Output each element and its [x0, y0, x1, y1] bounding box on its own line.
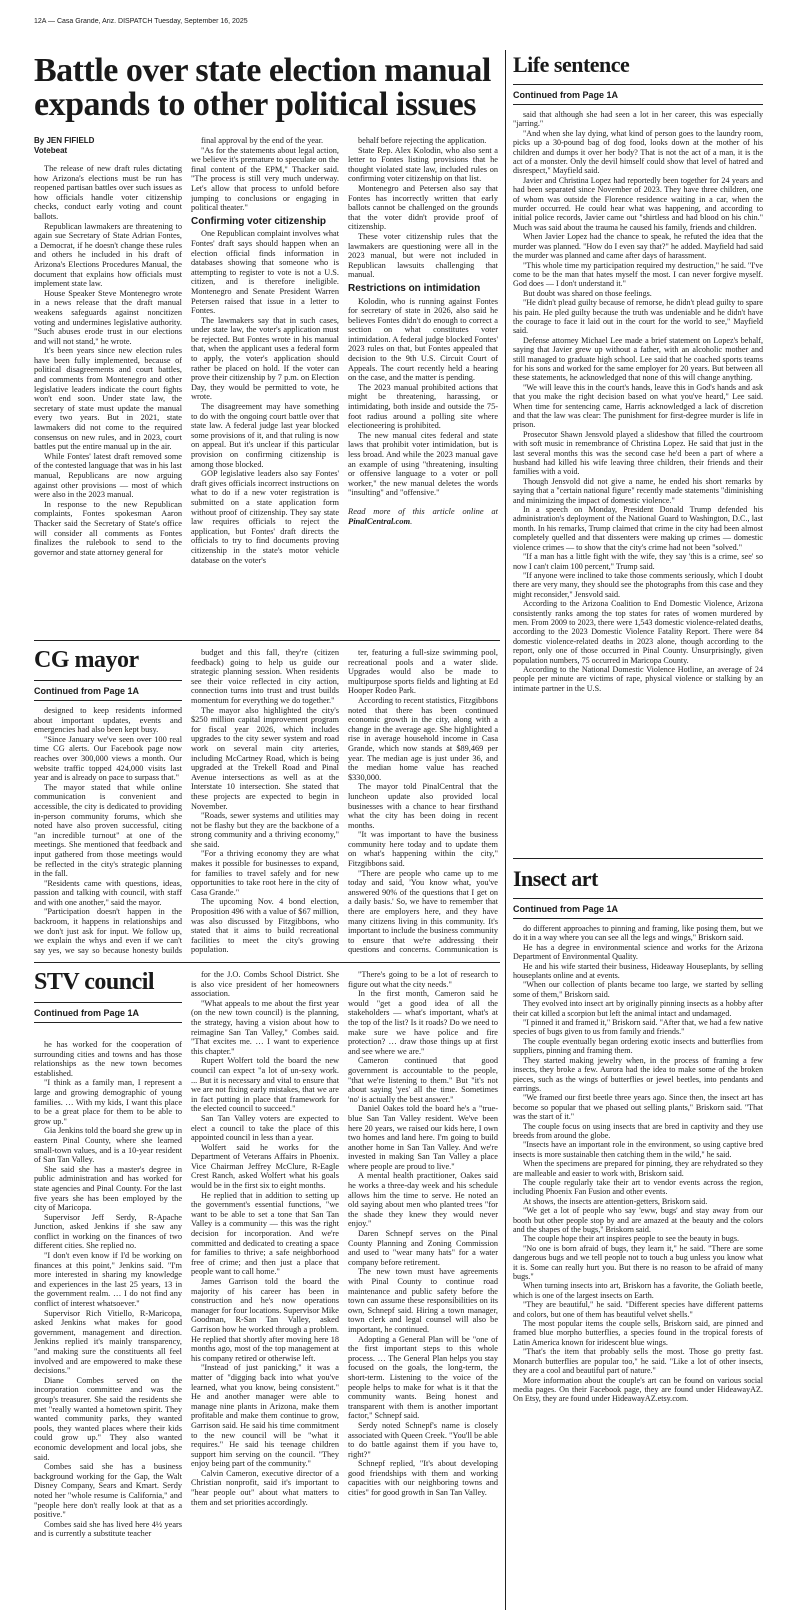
divider: [513, 104, 763, 105]
main-col-3: [348, 136, 498, 636]
paragraph: Montenegro and Petersen also say that Fontes has incorrectly written that early ballots cannot be challenged on the grounds that the voter didn't provide proof of citizenship.: [348, 183, 498, 232]
paragraph: Defense attorney Michael Lee made a brief statement on Lopez's behalf, saying that Javier grew up without a father, with an alcoholic mother and still managed to graduate high school. Lee said that he coached sports teams for his sons and worked for the same employer for 20 years. But between all these statements, he acknowledged that none of this will change anything.: [513, 335, 763, 383]
paragraph: According to recent statistics, Fitzgibbons noted that there has been continued economic growth in the city, along with a change in the average age. She highlighted a rise in average household income in Casa Grande, which now stands at $89,469 per year. The median age is just under 36, and the median home value has reached $330,000.: [348, 695, 498, 782]
paragraph: "As for the statements about legal action, we believe it's premature to speculate on the final content of the EPM," Thacker said. "The process is still very much underway. Let's allow that process to unfold before jumping to conclusions or engaging in political theater.": [191, 145, 339, 213]
paragraph: "What appeals to me about the first year (on the new town council) is the planning, the strategy, having a vision about how to reimagine San Tan Valley," Combes said. "That excites me. … I want to experience this chapter.": [191, 998, 339, 1056]
paragraph: When the specimens are prepared for pinning, they are rehydrated so they are malleable and easier to work with, Briskorn said.: [513, 1159, 763, 1178]
life-sentence-body: [513, 110, 763, 850]
stv-council-kicker: Continued from Page 1A: [34, 1008, 140, 1018]
paragraph: The new town must have agreements with Pinal County to continue road maintenance and public safety before the town can assume these responsibilities on its own, Schnepf said. Hiring a town manager, town clerk and legal counsel will also be important, he continued.: [348, 1267, 498, 1334]
paragraph: A mental health practitioner, Oakes said he works a three-day week and his schedule allows him the time to serve. He noted an old saying about men who planted trees "for the shade they knew they would never enjoy.": [348, 1171, 498, 1229]
paragraph: budget and this fall, they're (citizen feedback) going to help us guide our strategic planning session. When residents see their voice reflected in city action, connection turns into trust and trust builds momentum for everything we do together.": [191, 648, 339, 705]
paragraph: It's been years since new election rules have been fully implemented, because of political disagreements and court battles, and comments from Montenegro and other legislative leaders indicate the court fights won't end soon. Under state law, the secretary of state must update the manual every two years. But in 2021, state lawmakers did not come to the required consensus on new rules, and in 2023, court battles put the entire manual up in the air.: [34, 346, 182, 452]
paragraph: "This whole time my participation required my destruction," he said. "I've come to be the man that hates myself the most. I can never forgive myself. God does — I don't understand it.": [513, 260, 763, 289]
main-headline: Battle over state election manual expands to other political issues: [34, 54, 491, 122]
paragraph: "I think as a family man, I represent a large and growing demographic of young families. … With my kids, I want this place to be a great place for them to be able to grow up.": [34, 1078, 182, 1126]
paragraph: State Rep. Alex Kolodin, who also sent a letter to Fontes listing provisions that he thought violated state law, included rules on confirming voter citizenship on that list.: [348, 145, 498, 184]
paragraph: But doubt was shared on those feelings.: [523, 288, 652, 298]
divider: [34, 680, 182, 681]
paragraph: When Javier Lopez had the chance to speak, he refuted the idea that the murder was planned. "How do I even say that?" he added. Mayfield had said the murder was planned and came after days of harassment.: [513, 232, 763, 261]
paragraph: James Garrison told the board the majority of his career has been in construction and he's now operations manager for four locations. Supervisor Mike Goodman, R-San Tan Valley, asked Garrison how he worked through a problem. He replied that shortly after moving here 18 months ago, most of the top management at his company retired or otherwise left.: [191, 1277, 339, 1363]
paragraph: House Speaker Steve Montenegro wrote in a news release that the draft manual weakens safeguards against noncitizen voting and undermines legislative authority. "Such abuses erode trust in our elections and will not stand," he wrote.: [34, 288, 182, 346]
paragraph: "Roads, sewer systems and utilities may not be flashy but they are the backbone of a strong community and a thriving economy," she said.: [191, 811, 339, 849]
subhead-voter-citizenship: Confirming voter citizenship: [191, 215, 327, 227]
cg-mayor-headline: CG mayor: [34, 648, 139, 672]
divider: [513, 858, 763, 859]
paragraph: The release of new draft rules dictating how Arizona's elections must be run has reopened partisan battles over such issues as how officials handle voter citizenship checks, conduct early voting and count ballots.: [34, 164, 182, 221]
paragraph: While Fontes' latest draft removed some of the contested language that was in his last manual, Republicans are now arguing against other provisions — most of which were also in the 2023 manual.: [34, 451, 182, 500]
life-sentence-kicker: Continued from Page 1A: [513, 90, 619, 100]
paragraph: More information about the couple's art can be found on various social media pages. On their Facebook page, they are found under HideawayAZ. On Etsy, they are found under HideawayAZ.etsy.com.: [513, 1375, 763, 1404]
paragraph: said that although she had seen a lot in her career, this was especially "jarring.": [513, 110, 763, 129]
paragraph: Supervisor Jeff Serdy, R-Apache Junction, asked Jenkins if she saw any conflict in working on the finances of two different cities. She replied no.: [34, 1212, 182, 1251]
paragraph: "For a thriving economy they are what makes it possible for businesses to expand, for families to travel safely and for new opportunities to take root here in the city of Casa Grande.": [191, 849, 339, 897]
paragraph: GOP legislative leaders also say Fontes' draft gives officials incorrect instructions on what to do if a new voter registration is submitted on a state application form without proof of citizenship. They say state law requires officials to reject the application, but Fontes' draft directs the officials to try to find documents proving citizenship in the state's motor vehicle database on the voter's: [191, 469, 339, 565]
cg-mayor-col-3: [348, 648, 498, 956]
paragraph: "Insects have an important role in the environment, so using captive bred insects is more sustainable then catching them in the wild," he said.: [513, 1140, 763, 1159]
stv-council-col-2: [191, 970, 339, 1610]
paragraph: Diane Combes served on the incorporation committee and was the group's treasurer. She said the residents she met "really wanted a hometown spirit. They wanted community parks, they wanted pools, they wanted places where their kids could grow up." They also wanted economic development and local jobs, she said.: [34, 1375, 182, 1462]
paragraph: The most popular items the couple sells, Briskorn said, are pinned and framed blue morpho butterflies, a species found in the tropical forests of Latin America known for iridescent blue wings.: [513, 1319, 763, 1347]
paragraph: One Republican complaint involves what Fontes' draft says should happen when an election official finds information in databases showing that someone who is attempting to register to vote is not a U.S. citizen, and is therefore ineligible. Montenegro and Senate President Warren Petersen raised that issue in a letter to Fontes.: [191, 229, 339, 316]
paragraph: "We framed our first beetle three years ago. Since then, the insect art has become so popular that we phased out selling plants," Briskorn said. "That was the start of it.": [513, 1093, 763, 1122]
paragraph: "No one is born afraid of bugs, they learn it," he said. "There are some dangerous bugs and we tell people not to touch a bug unless you know what it is. Some can really hurt you. But there is no reason to be afraid of many bugs.": [513, 1243, 763, 1282]
divider: [513, 918, 763, 919]
cg-mayor-kicker: Continued from Page 1A: [34, 686, 140, 696]
paragraph: Wolfert said he works for the Department of Veterans Affairs in Phoenix. Vice Chairman Jeffrey McClure, R-Eagle Crest Ranch, asked Wolfert what his goals would be in the first six to eight months.: [191, 1142, 339, 1191]
paragraph: for the J.O. Combs School District. She is also vice president of her homeowners association.: [191, 970, 339, 999]
paragraph: When turning insects into art, Briskorn has a favorite, the Goliath beetle, which is one of the largest insects on Earth.: [513, 1281, 763, 1300]
paragraph: He and his wife started their business, Hideaway Houseplants, by selling houseplants online and at events.: [513, 961, 763, 981]
paragraph: "That's the item that probably sells the most. Those go pretty fast. Monarch butterflies are popular too," he said. "Like a lot of other insects, they are a cool and beautiful part of nature.": [513, 1347, 763, 1376]
paragraph: do different approaches to pinning and framing, like posing them, but we do it in a way where you can see all the legs and wings," Briskorn said.: [513, 924, 763, 943]
paragraph: he has worked for the cooperation of surrounding cities and towns and has those relationships as the new town becomes established.: [34, 1040, 182, 1078]
paragraph: "I pinned it and framed it," Briskorn said. "After that, we had a few native species of bugs given to us from family and friends.": [513, 1018, 763, 1037]
paragraph: "If a man has a little fight with the wife, they say 'this is a crime, see' so now I can't claim 100 percent," Trump said.: [513, 552, 763, 571]
paragraph: These voter citizenship rules that the lawmakers are questioning were all in the 2023 manual, but were not included in Republican lawsuits challenging that manual.: [348, 231, 498, 280]
paragraph: "When our collection of plants became too large, we started by selling some of them," Briskorn said.: [513, 980, 763, 999]
paragraph: The mayor also highlighted the city's $250 million capital improvement program for fiscal year 2026, which includes upgrades to the city sewer system and road work on several main city arteries, including McCartney Road, which is being upgraded at the Trekell Road and Pinal Avenue intersections as well as at the Interstate 10 intersection. She stated that these projects are expected to begin in November.: [191, 705, 339, 811]
paragraph: "It was important to have the business community here today and to update them on what's happening within the city," Fitzgibbons said.: [348, 830, 498, 869]
cg-mayor-col-2: [191, 648, 339, 956]
divider: [513, 898, 763, 899]
main-col-2: [191, 136, 339, 636]
insect-art-body: [513, 924, 763, 1610]
paragraph: "There are people who came up to me today and said, 'You know what, you've answered 90% of the questions that I get on a daily basis.' So, we have to remember that there are employers here, and they have many citizens living in this community. It's important to include the business community to ensure that we're addressing their questions and concerns. Communication is: [348, 868, 498, 955]
paragraph: The couple hope their art inspires people to see the beauty in bugs.: [523, 1234, 739, 1244]
paragraph: San Tan Valley voters are expected to elect a council to take the place of this appointed council in less than a year.: [191, 1113, 339, 1143]
paragraph: Combes said she has lived here 4½ years and is currently a substitute teacher: [34, 1519, 182, 1539]
paragraph: In response to the new Republican complaints, Fontes spokesman Aaron Thacker said the Secretary of State's office will consider all comments as Fontes finalizes the rulebook to send to the governor and state attorney general for: [34, 499, 182, 557]
paragraph: Rupert Wolfert told the board the new council can expect "a lot of un-sexy work. ... But it is necessary and vital to ensure that we are not fixing early mistakes, that we are in fact putting in place that framework for the elected council to succeed.": [191, 1056, 339, 1114]
column-divider: [505, 50, 506, 1610]
byline: [34, 136, 179, 156]
paragraph: Supervisor Rich Vitiello, R-Maricopa, asked Jenkins what makes for good government, management and direction. Jenkins replied it's mainly transparency, "and making sure the constituents all feel involved and are empowered to make these decisions.": [34, 1308, 182, 1376]
main-col-1: [34, 164, 182, 634]
paragraph: Daren Schnepf serves on the Pinal County Planning and Zoning Commission and used to "wear many hats" for a water company before retirement.: [348, 1229, 498, 1267]
paragraph: Kolodin, who is running against Fontes for secretary of state in 2026, also said he believes Fontes didn't do enough to correct a section on what constitutes voter intimidation. A federal judge blocked Fontes' 2023 rules on that, but Fontes appealed that decision to the 9th U.S. Circuit Court of Appeals. The court recently held a hearing on the case, and the matter is pending.: [348, 296, 498, 383]
read-more: Read more of this article online at PinalCentral.com.: [348, 505, 498, 526]
paragraph: final approval by the end of the year.: [201, 136, 324, 145]
divider: [34, 700, 182, 701]
paragraph: In the first month, Cameron said he would "get a good idea of all the stakeholders — what's important, what's at the top of the list? Is it roads? Do we need to make sure we have police and fire protection? … draw those things up at first and see where we are.": [348, 989, 498, 1056]
byline-org: Votebeat: [34, 146, 68, 155]
paragraph: They started making jewelry when, in the process of framing a few insects, they broke a few. Aurora had the idea to make some of the broken pieces, such as the wings of butterflies or jewel beetles, into pendants and earrings.: [513, 1055, 763, 1093]
paragraph: "They are beautiful," he said. "Different species have different patterns and colors, but one of them has beautiful velvet shells.": [513, 1300, 763, 1319]
paragraph: behalf before rejecting the application.: [358, 136, 487, 145]
insect-art-headline: Insect art: [513, 868, 598, 890]
paragraph: Calvin Cameron, executive director of a Christian nonprofit, said it's important to "hear people out" about what matters to them and set priorities accordingly.: [191, 1468, 339, 1507]
paragraph: [191, 955, 339, 956]
paragraph: Cameron continued that good government is accountable to the people, "that we're listening to them." But "it's not about saying 'yes' all the time. Sometimes 'no' is actually the best answer.": [348, 1056, 498, 1104]
life-sentence-headline: Life sentence: [513, 54, 630, 76]
paragraph: They evolved into insect art by originally pinning insects as a hobby after their cat killed a scorpion but left the animal intact and undamaged.: [513, 999, 763, 1018]
paragraph: ter, featuring a full-size swimming pool, recreational pools and a water slide. Upgrades would also be made to multipurpose sports fields and lighting at Ed Hooper Rodeo Park.: [348, 648, 498, 696]
paragraph: "We will leave this in the court's hands, leave this in God's hands and ask that you make the right decision based on what you've heard," Lee said. When time for sentencing came, Harris acknowledged a lack of discretion and that the law was clear: The punishment for first-degree murder is life in prison.: [513, 382, 763, 430]
paragraph: He replied that in addition to setting up the government's essential functions, "we want to be able to set a tone that San Tan Valley is a community — this was the right decision for incorporation. And we're committed and dedicated to creating a space for families to thrive; a safe neighborhood free of crime; and then just a place that people want to call home.": [191, 1190, 339, 1277]
paragraph: The 2023 manual prohibited actions that might be threatening, harassing, or intimidating, both inside and outside the 75-foot radius around a polling site where electioneering is prohibited.: [348, 382, 498, 431]
paragraph: "Instead of just panicking," it was a matter of "digging back into what you've learned, what you know, being consistent." He and another manager were able to manage nine plants in Arizona, make them profitable and make them continue to grow, Garrison said. He said his time commitment to the new council will be "what it requires." He said his teenage children support him serving on the council. "They enjoy being part of the community.": [191, 1363, 339, 1469]
stv-council-headline: STV council: [34, 970, 155, 994]
paragraph: "I don't even know if I'd be working on finances at this point," Jenkins said. "I'm more interested in sharing my knowledge and experiences in the last 25 years, 13 in the government realm. … I do not find any conflict of interest whatsoever.": [34, 1251, 182, 1309]
byline-name: By JEN FIFIELD: [34, 136, 95, 145]
paragraph: The disagreement may have something to do with the ongoing court battle over that state law. A federal judge last year blocked some provisions of it, and that ruling is now on appeal. But it's unclear if this particular provision on confirming citizenship is among those blocked.: [191, 402, 339, 469]
paragraph: Combes said she has a business background working for the Gap, the Walt Disney Company, Sears and Kmart. Serdy noted her "whole resume is California," and "people here don't really look at that as a positive.": [34, 1462, 182, 1520]
paragraph: She said she has a master's degree in public administration and has worked for state agencies and Pinal County. For the last five years she has been employed by the city of Maricopa.: [34, 1164, 182, 1213]
divider: [513, 84, 763, 85]
paragraph: Javier and Christina Lopez had reportedly been together for 24 years and had been separated since November of 2023. They have three children, one of whom was outside the Florence residence waiting in a car, when the murder occurred. He could hear what was happening, and according to initial police records, Javier came out "shirtless and had blood on his chin." Much was said about the trauma he caused his family, friends and children.: [513, 175, 763, 232]
paragraph: In a speech on Monday, President Donald Trump defended his administration's deployment of the National Guard to Washington, D.C., last month. In his remarks, Trump claimed that crime in the city had been almost completely quelled and that dissenters were making up crimes — domestic violence crimes — to show that the city's crime had not been "solved.": [513, 505, 763, 552]
paragraph: At shows, the insects are attention-getters, Briskorn said.: [523, 1196, 708, 1206]
paragraph: The new manual cites federal and state laws that prohibit voter intimidation, but is less broad. And while the 2023 manual gave an example of using "threatening, insulting or offensive language to a voter or poll worker," the new manual deletes the words "insulting" and "offensive.": [348, 430, 498, 498]
paragraph: "He didn't plead guilty because of remorse, he didn't plead guilty to spare his pain. He pled guilty because the truth was undeniable and he didn't have the courage to face it laid out in the court for the world to see," Mayfield said.: [513, 298, 763, 336]
paragraph: Adopting a General Plan will be "one of the first important steps to this whole process. … The General Plan helps you stay focused on the goals, the long-term, the short-term. Listening to the voice of the people helps to make for what is it that the community wants. Being honest and transparent with them is another important factor," Schnepf said.: [348, 1334, 498, 1421]
paragraph: "Since January we've seen over 100 real time CG alerts. Our Facebook page now reaches over 300,000 views a month. Our website traffic topped 424,000 visits last year and is already on pace to surpass that.": [34, 734, 182, 783]
subhead-intimidation: Restrictions on intimidation: [348, 282, 481, 294]
paragraph: "Residents came with questions, ideas, passion and talking with council, with staff and with one another," said the mayor.: [34, 878, 182, 907]
paragraph: Prosecutor Shawn Jensvold played a slideshow that filled the courtroom with soft music in remembrance of Christina Lopez. He said that just in the last several months this was the second case he'd been a part of where a husband had killed his wife leaving three children, their friends and their families with a void.: [513, 429, 763, 477]
paragraph: "There's going to be a lot of research to figure out what the city needs.": [348, 970, 498, 989]
divider: [34, 1002, 182, 1003]
stv-council-col-1: [34, 1040, 182, 1610]
paragraph: According to the National Domestic Violence Hotline, an average of 24 people per minute are victims of rape, physical violence or stalking by an intimate partner in the U.S.: [513, 664, 763, 693]
paragraph: The mayor told PinalCentral that the luncheon update also provided local businesses with a chance to hear firsthand what the city has been doing in recent months.: [348, 782, 498, 830]
paragraph: The couple focus on using insects that are bred in captivity and they use breeds from around the globe.: [513, 1121, 763, 1140]
paragraph: The couple eventually began ordering exotic insects and butterflies from suppliers, pinning and framing them.: [513, 1036, 763, 1056]
paragraph: Schnepf replied, "It's about developing good friendships with them and working capacities with our neighboring towns and cities" for good growth in San Tan Valley.: [348, 1459, 498, 1498]
stv-council-col-3: [348, 970, 498, 1610]
paragraph: Though Jensvold did not give a name, he ended his short remarks by saying that a "certain national figure" recently made statements "diminishing and minimizing the impact of domestic violence.": [513, 476, 763, 505]
paragraph: "And when she lay dying, what kind of person goes to the laundry room, picks up a 30-pound bag of dog food, looks down at the mother of his children and dumps it over her body? That is not the act of a man, it is the act of a monster. Only the devil himself could show that level of hatred and disrespect," Mayfield said.: [513, 128, 763, 176]
paragraph: The mayor stated that while online communication is convenient and accessible, the city is dedicated to providing in-person community forums, which she noted have also proven successful, citing "an incredible turnout" at one of the meetings. She mentioned that feedback and input gathered from those meetings would be reflected in the city's strategic planning in the fall.: [34, 782, 182, 879]
divider: [34, 1022, 182, 1023]
paragraph: The lawmakers say that in such cases, under state law, the voter's application must be rejected. But Fontes wrote in his manual that, when the applicant uses a federal form to apply, the voter's application should rather be placed on hold. If the voter can prove their citizenship by 7 p.m. on Election Day, they would be permitted to vote, he wrote.: [191, 315, 339, 402]
paragraph: Serdy noted Schnepf's name is closely associated with Queen Creek. "You'll be able to do battle against them if you have to, right?": [348, 1420, 498, 1459]
paragraph: Gia Jenkins told the board she grew up in eastern Pinal County, where she learned small-town values, and is a 10-year resident of San Tan Valley.: [34, 1126, 182, 1165]
paragraph: Republican lawmakers are threatening to again sue Secretary of State Adrian Fontes, a Democrat, if he doesn't change these rules and others he included in his draft of Arizona's Elections Procedures Manual, the document that explains how officials must implement state law.: [34, 221, 182, 289]
paragraph: Daniel Oakes told the board he's a "true-blue San Tan Valley resident. We've been here 20 years, we raised our kids here, I own two homes and land here. I'm going to build another home in San Tan Valley. And we're invested in making San Tan Valley a place where people are proud to live.": [348, 1104, 498, 1171]
paragraph: designed to keep residents informed about important updates, events and emergencies had also been kept busy.: [34, 706, 182, 735]
divider: [34, 962, 500, 963]
paragraph: According to the Arizona Coalition to End Domestic Violence, Arizona consistently ranks among the top states for rates of women murdered by men. From 2009 to 2023, there were 1,543 domestic violence-related deaths, according to the 2023 Domestic Violence Fatality Report. There were 84 domestic violence-related deaths in 2023 alone, though according to the report, only one of those occurred in Pinal County. Unsurprisingly, given population numbers, 75 occurred in Maricopa County.: [513, 599, 763, 665]
cg-mayor-col-1: [34, 706, 182, 956]
paragraph: The couple regularly take their art to vendor events across the region, including Phoenix Fan Fusion and other events.: [513, 1177, 763, 1197]
paragraph: The upcoming Nov. 4 bond election, Proposition 496 with a value of $67 million, was also discussed by Fitzgibbons, who stated that it aims to build recreational facilities to meet the city's growing population.: [191, 897, 339, 955]
divider: [34, 640, 500, 641]
paragraph: He has a degree in environmental science and works for the Arizona Department of Environmental Quality.: [513, 942, 763, 962]
paragraph: "We get a lot of people who say 'eww, bugs' and stay away from our booth but other people stop by and are amazed at the beauty and the colors and the shapes of the bugs," Briskorn said.: [513, 1206, 763, 1234]
read-more-link[interactable]: PinalCentral.com: [348, 515, 411, 526]
page-folio: 12A — Casa Grande, Ariz. DISPATCH Tuesday, September 16, 2025: [34, 18, 248, 25]
paragraph: "If anyone were inclined to take those comments seriously, which I doubt there are very many, they should see the photographs from this case and they might reconsider," Jensvold said.: [513, 570, 763, 599]
paragraph: "Participation doesn't happen in the backroom, it happens in relationships and we don't just ask for input. We follow up, we explain the whys and even if we can't say yes, we say so because honesty builds: [34, 907, 182, 955]
insect-art-kicker: Continued from Page 1A: [513, 904, 619, 914]
